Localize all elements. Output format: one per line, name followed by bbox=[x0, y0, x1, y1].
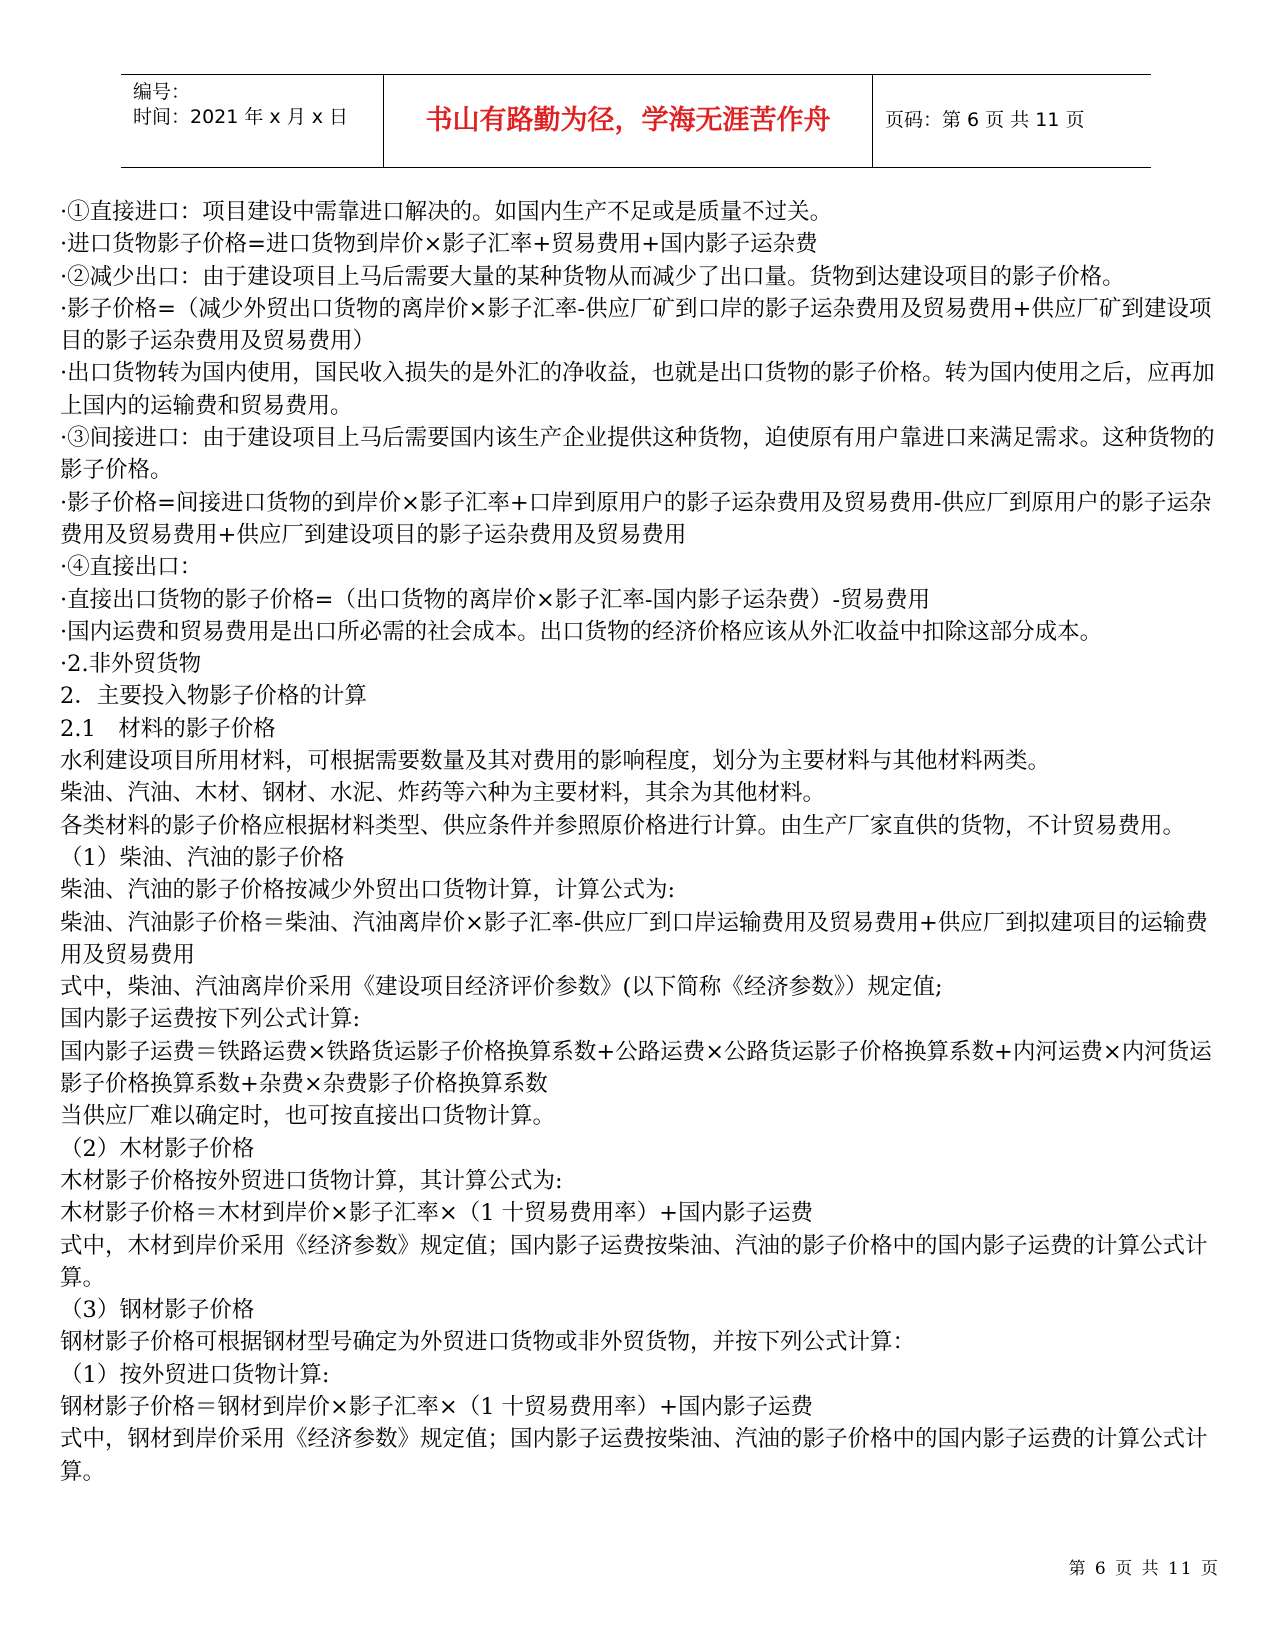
header-pager-cell bbox=[873, 75, 1151, 167]
paragraph: 木材影子价格按外贸进口货物计算，其计算公式为: bbox=[60, 1167, 563, 1194]
paragraph: ·③间接进口：由于建设项目上马后需要国内该生产企业提供这种货物，迫使原有用户靠进口来满足需求。这种货物的影子价格。 bbox=[60, 425, 1215, 484]
paragraph: ·②减少出口：由于建设项目上马后需要大量的某种货物从而减少了出口量。货物到达建设项目的影子价格。 bbox=[60, 263, 1125, 290]
subsection-heading: 2.1 材料的影子价格 bbox=[60, 715, 276, 742]
paragraph: 各类材料的影子价格应根据材料类型、供应条件并参照原价格进行计算。由生产厂家直供的货物，不计贸易费用。 bbox=[60, 812, 1186, 839]
paragraph: ·④直接出口： bbox=[60, 554, 203, 581]
paragraph: ·出口货物转为国内使用，国民收入损失的是外汇的净收益，也就是出口货物的影子价格。转为国内使用之后，应再加上国内的运输费和贸易费用。 bbox=[60, 360, 1215, 419]
formula-paragraph: 木材影子价格＝木材到岸价×影子汇率×（1 十贸易费用率）+国内影子运费 bbox=[60, 1200, 814, 1227]
document-body bbox=[60, 196, 1220, 1488]
header-motto-cell bbox=[384, 75, 873, 167]
paragraph: 柴油、汽油的影子价格按减少外贸出口货物计算，计算公式为: bbox=[60, 877, 676, 904]
header-info-cell bbox=[121, 75, 384, 167]
paragraph: ·影子价格=间接进口货物的到岸价×影子汇率+口岸到原用户的影子运杂费用及贸易费用-供应厂到原用户的影子运杂费用及贸易费用+供应厂到建设项目的影子运杂费用及贸易费用 bbox=[60, 489, 1212, 548]
paragraph: ·直接出口货物的影子价格=（出口货物的离岸价×影子汇率-国内影子运杂费）-贸易费用 bbox=[60, 586, 931, 613]
document-header bbox=[121, 74, 1151, 168]
item-heading: （3）钢材影子价格 bbox=[60, 1297, 255, 1324]
paragraph: 水利建设项目所用材料，可根据需要数量及其对费用的影响程度，划分为主要材料与其他材料两类。 bbox=[60, 748, 1051, 775]
item-heading: （2）木材影子价格 bbox=[60, 1135, 255, 1162]
paragraph: 式中，柴油、汽油离岸价采用《建设项目经济评价参数》(以下简称《经济参数》）规定值; bbox=[60, 974, 943, 1001]
paragraph: ·2.非外贸货物 bbox=[60, 651, 202, 678]
section-heading: 2．主要投入物影子价格的计算 bbox=[60, 683, 367, 710]
paragraph: 式中，木材到岸价采用《经济参数》规定值；国内影子运费按柴油、汽油的影子价格中的国内影子运费的计算公式计算。 bbox=[60, 1232, 1208, 1291]
paragraph: ·①直接进口：项目建设中需靠进口解决的。如国内生产不足或是质量不过关。 bbox=[60, 199, 833, 225]
formula-paragraph: 柴油、汽油影子价格＝柴油、汽油离岸价×影子汇率-供应厂到口岸运输费用及贸易费用+供应厂到拟建项目的运输费用及贸易费用 bbox=[60, 909, 1208, 968]
paragraph: ·进口货物影子价格=进口货物到岸价×影子汇率+贸易费用+国内影子运杂费 bbox=[60, 231, 818, 258]
paragraph: ·影子价格=（减少外贸出口货物的离岸价×影子汇率-供应厂矿到口岸的影子运杂费用及贸易费用+供应厂矿到建设项目的影子运杂费用及贸易费用） bbox=[60, 295, 1212, 355]
time-label: 时间：2021 年 x 月 x 日 bbox=[133, 106, 349, 128]
header-page-number: 页码：第 6 页 共 11 页 bbox=[885, 109, 1085, 131]
paragraph: 柴油、汽油、木材、钢材、水泥、炸药等六种为主要材料，其余为其他材料。 bbox=[60, 780, 826, 807]
formula-paragraph: 钢材影子价格＝钢材到岸价×影子汇率×（1 十贸易费用率）+国内影子运费 bbox=[60, 1393, 814, 1420]
paragraph: 钢材影子价格可根据钢材型号确定为外贸进口货物或非外贸货物，并按下列公式计算： bbox=[60, 1329, 916, 1356]
paragraph: 式中，钢材到岸价采用《经济参数》规定值；国内影子运费按柴油、汽油的影子价格中的国内影子运费的计算公式计算。 bbox=[60, 1426, 1208, 1485]
paragraph: ·国内运费和贸易费用是出口所必需的社会成本。出口货物的经济价格应该从外汇收益中扣除这部分成本。 bbox=[60, 618, 1103, 645]
item-heading: （1）柴油、汽油的影子价格 bbox=[60, 844, 345, 871]
header-motto: 书山有路勤为径，学海无涯苦作舟 bbox=[425, 105, 831, 136]
paragraph: 国内影子运费按下列公式计算: bbox=[60, 1006, 361, 1033]
paragraph: 当供应厂难以确定时，也可按直接出口货物计算。 bbox=[60, 1103, 556, 1130]
formula-paragraph: 国内影子运费＝铁路运费×铁路货运影子价格换算系数+公路运费×公路货运影子价格换算系数+内河运费×内河货运影子价格换算系数+杂费×杂费影子价格换算系数 bbox=[60, 1038, 1212, 1098]
item-heading: （1）按外贸进口货物计算: bbox=[60, 1361, 330, 1388]
serial-number-label: 编号： bbox=[133, 81, 191, 103]
page-footer: 第 6 页 共 11 页 bbox=[1068, 1559, 1220, 1579]
